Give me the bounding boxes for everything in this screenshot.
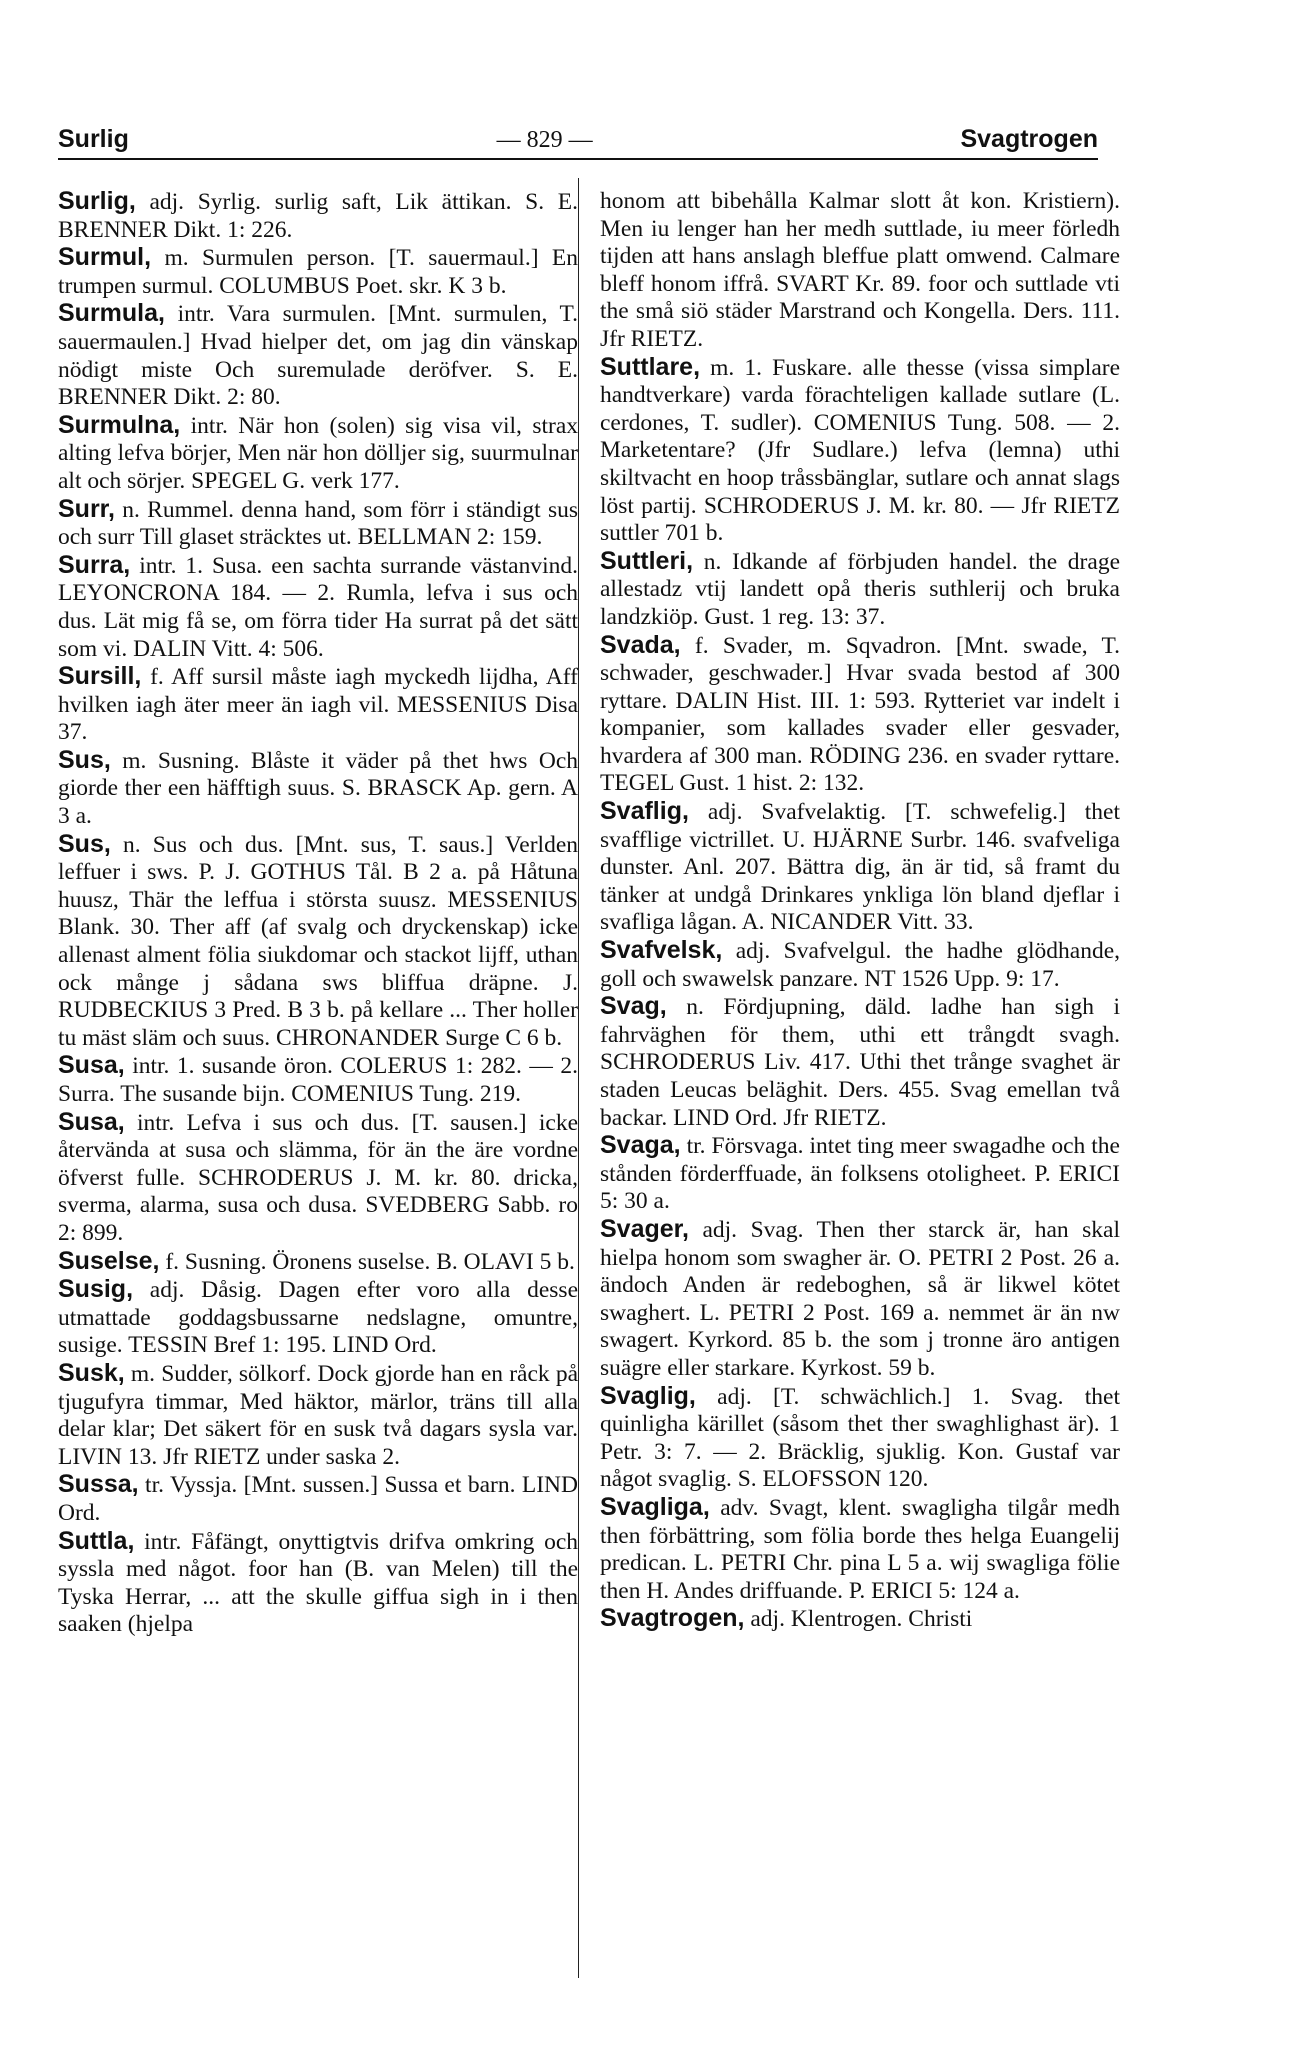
entry-headword: Surlig, xyxy=(58,187,136,215)
dictionary-entry xyxy=(600,1605,1120,1634)
dictionary-entry xyxy=(58,1528,578,1639)
entry-headword: Svada, xyxy=(600,630,681,659)
entry-definition: intr. 1. Susa. een sachta surrande västanvind. LEYONCRONA 184. — 2. Rumla, lefva i sus och dus. Lät mig få se, om förra tider Ha surrat på det sätt som vi. DALIN Vitt. 4: 506. xyxy=(58,552,579,662)
dictionary-entry xyxy=(58,412,578,496)
entry-definition: n. Rummel. denna hand, som förr i ständigt sus och surr Till glaset sträcktes ut. BELLMAN 2: 159. xyxy=(58,496,578,551)
page-number: — 829 — xyxy=(496,127,593,153)
entry-definition: f. Aff sursil måste iagh myckedh lijdha, Aff hvilken iagh äter meer än iagh vil. MESSENIUS Disa 37. xyxy=(58,664,579,746)
entry-definition: m. Sudder, sölkorf. Dock gjorde han en råck på tjugufyra timmar, Med häktor, märlor, träns till alla delar klar; Det säkert för en susk två dagars sysla var. LIVIN 13. Jfr RIETZ under saska 2. xyxy=(58,1360,579,1470)
entry-definition: adj. Svafvelaktig. [T. schwefelig.] thet svafflige victrillet. U. HJÄRNE Surbr. 146. svafveliga dunster. Anl. 207. Bättra dig, än är tid, så framt du tänker at undgå Drinkares ynkliga lön bland djeflar i svafliga lågan. A. NICANDER Vitt. 33. xyxy=(600,799,1121,936)
entry-headword: Surmulna, xyxy=(58,410,181,439)
entry-headword: Sursill, xyxy=(58,662,142,691)
entry-definition: m. Surmulen person. [T. sauermaul.] En trumpen surmul. COLUMBUS Poet. skr. K 3 b. xyxy=(58,245,578,299)
dictionary-entry xyxy=(600,1494,1120,1605)
right-column xyxy=(600,188,1120,1634)
dictionary-entry xyxy=(58,663,578,747)
left-guide-word: Surlig xyxy=(58,125,129,153)
right-guide-word: Svagtrogen xyxy=(960,125,1098,153)
entry-headword: Suttla, xyxy=(58,1526,135,1555)
entry-definition: intr. Vara surmulen. [Mnt. surmulen, T. sauermaulen.] Hvad hielper det, om jag din vänskap nödigt miste Och suremulade deröfver. S. E. BRENNER Dikt. 2: 80. xyxy=(58,301,578,411)
entry-headword: Susa, xyxy=(58,1051,125,1080)
dictionary-entry xyxy=(58,188,578,244)
entry-definition: intr. Lefva i sus och dus. [T. sausen.] icke återvända at susa och slämma, för än the äre vordne öfverst fulle. SCHRODERUS J. M. kr. 80. dricka, sverma, alarma, susa och dusa. SVEDBERG Sabb. ro 2: 899. xyxy=(58,1109,579,1246)
entry-definition: intr. Fåfängt, onyttigtvis drifva omkring och syssla med något. foor han (B. van Melen) till the Tyska Herrar, ... att the skulle giffua sigh in i then saaken (hjelpa xyxy=(58,1528,578,1638)
dictionary-entry xyxy=(600,188,1120,354)
entry-headword: Surra, xyxy=(58,550,131,579)
entry-definition: adj. Klentrogen. Christi xyxy=(750,1606,973,1633)
entry-headword: Surmula, xyxy=(58,299,165,328)
entry-headword: Svagliga, xyxy=(600,1492,710,1521)
dictionary-entry xyxy=(600,354,1120,548)
dictionary-entry xyxy=(600,798,1120,937)
entry-headword: Suttlare, xyxy=(600,352,701,381)
entry-definition: adv. Svagt, klent. swagligha tilgår medh then förbättring, som fölia borde thes helga Euangelij predican. L. PETRI Chr. pina L 5 a. wij swagliga fölie then H. Andes driffuande. P. ERICI 5: 124 a. xyxy=(600,1494,1120,1604)
dictionary-entry xyxy=(58,747,578,831)
entry-headword: Suselse, xyxy=(58,1246,160,1275)
entry-headword: Surr, xyxy=(58,494,115,523)
dictionary-entry xyxy=(58,1276,578,1360)
dictionary-entry xyxy=(58,1052,578,1108)
entry-headword: Susk, xyxy=(58,1358,125,1387)
entry-definition: tr. Försvaga. intet ting meer swagadhe och the stånden förderffuade, än folksens otoligheet. P. ERICI 5: 30 a. xyxy=(600,1133,1120,1215)
entry-headword: Sussa, xyxy=(58,1470,139,1499)
entry-definition: f. Susning. Öronens suselse. B. OLAVI 5 b. xyxy=(165,1248,575,1275)
dictionary-entry xyxy=(600,1216,1120,1383)
entry-definition: intr. 1. susande öron. COLERUS 1: 282. — 2. Surra. The susande bijn. COMENIUS Tung. 219. xyxy=(58,1053,578,1107)
entry-headword: Svaglig, xyxy=(600,1381,696,1410)
entry-definition: adj. Svafvelgul. the hadhe glödhande, goll och swawelsk panzare. NT 1526 Upp. 9: 17. xyxy=(600,938,1121,992)
dictionary-entry xyxy=(58,496,578,552)
entry-headword: Susa, xyxy=(58,1107,125,1136)
left-column xyxy=(58,188,578,1639)
entry-headword: Surmul, xyxy=(58,243,152,272)
entry-definition: n. Idkande af förbjuden handel. the drage allestadz vtij landett opå theris suthlerij och bruka landzkiöp. Gust. 1 reg. 13: 37. xyxy=(600,548,1120,630)
column-divider xyxy=(578,178,579,1978)
entry-definition: n. Sus och dus. [Mnt. sus, T. saus.] Verlden leffuer i sws. P. J. GOTHUS Tål. B 2 a. på Håtuna huusz, Thär the leffua i största suusz. MESSENIUS Blank. 30. Ther aff (af svalg och dryckenskap) icke allenast alment fölia siukdomar och stackot lijff, uthan ock månge j sådana sws bliffua dräpne. J. RUDBECKIUS 3 Pred. B 3 b. på kellare ... Ther holler tu mäst släm och suus. CHRONANDER Surge C 6 b. xyxy=(58,831,578,1051)
entry-headword: Sus, xyxy=(58,745,111,774)
entry-definition: f. Svader, m. Sqvadron. [Mnt. swade, T. schwader, geschwader.] Hvar svada bestod af 300 ryttare. DALIN Hist. III. 1: 593. Rytteriet var indelt i kompanier, som kallades svader eller gesvader, hvardera af 300 man. RÖDING 236. en svader ryttare. TEGEL Gust. 1 hist. 2: 132. xyxy=(600,632,1120,797)
dictionary-entry xyxy=(600,548,1120,632)
entry-definition: m. 1. Fuskare. alle thesse (vissa simplare handtverkare) varda förachteligen kallade sutlare (L. cerdones, T. sudler). COMENIUS Tung. 508. — 2. Marketentare? (Jfr Sudlare.) lefva (lemna) uthi skiltvacht en hoop tråssbänglar, sutlare och annat slags löst partij. SCHRODERUS J. M. kr. 80. — Jfr RIETZ suttler 701 b. xyxy=(600,354,1121,547)
dictionary-entry xyxy=(58,1109,578,1248)
dictionary-entry xyxy=(58,1471,578,1527)
entry-definition: adj. Syrlig. surlig saft, Lik ättikan. S. E. BRENNER Dikt. 1: 226. xyxy=(58,189,578,243)
entry-headword: Susig, xyxy=(58,1275,134,1304)
dictionary-entry xyxy=(58,244,578,300)
entry-headword: Svaflig, xyxy=(600,797,689,826)
entry-headword: Suttleri, xyxy=(600,546,694,575)
dictionary-entry xyxy=(58,300,578,411)
entry-definition: tr. Vyssja. [Mnt. sussen.] Sussa et barn. LIND Ord. xyxy=(58,1472,578,1526)
entry-definition: adj. [T. schwächlich.] 1. Svag. thet quinligha kärillet (såsom thet ther swaghlighast är). 1 Petr. 3: 7. — 2. Bräcklig, sjuklig. Kon. Gustaf var något svaglig. S. ELOFSSON 120. xyxy=(600,1383,1121,1493)
dictionary-entry xyxy=(58,1248,578,1277)
entry-definition: honom att bibehålla Kalmar slott åt kon. Kristiern). Men iu lenger han her medh suttlade, iu meer förledh tijden att hans anslagh bleffue platt omwend. Calmare bleff honom iffrå. SVART Kr. 89. foor och suttlade vti the små siö städer Marstrand och Kongella. Ders. 111. Jfr RIETZ. xyxy=(600,188,1120,352)
entry-headword: Svafvelsk, xyxy=(600,936,723,965)
dictionary-entry xyxy=(600,1132,1120,1216)
dictionary-entry xyxy=(600,937,1120,993)
entry-definition: adj. Dåsig. Dagen efter voro alla desse utmattade goddagsbussarne nedslagne, omuntre, susige. TESSIN Bref 1: 195. LIND Ord. xyxy=(58,1277,578,1359)
page-header xyxy=(58,114,1098,160)
entry-definition: adj. Svag. Then ther starck är, han skal hielpa honom som swagher är. O. PETRI 2 Post. 26 a. ändoch Anden är redeboghen, så är likwel kötet swaghert. L. PETRI 2 Post. 169 a. nemmet är än nw swagert. Kyrkord. 85 b. the som j tronne äro antigen suägre eller starkare. Kyrkost. 59 b. xyxy=(600,1216,1120,1381)
dictionary-entry xyxy=(58,831,578,1053)
entry-headword: Sus, xyxy=(58,829,111,858)
dictionary-entry xyxy=(58,1360,578,1471)
dictionary-entry xyxy=(600,632,1120,799)
entry-headword: Svagtrogen, xyxy=(600,1604,745,1633)
entry-definition: m. Susning. Blåste it väder på thet hws Och giorde ther een häfftigh suus. S. BRASCK Ap. gern. A 3 a. xyxy=(58,747,578,830)
entry-headword: Svaga, xyxy=(600,1131,681,1160)
entry-definition: n. Fördjupning, däld. ladhe han sigh i fahrväghen för them, uthi ett trångdt svagh. SCHRODERUS Liv. 417. Uthi thet trånge svaghet är staden Leucas beläghit. Ders. 455. Svag emellan två backar. LIND Ord. Jfr RIETZ. xyxy=(600,994,1121,1131)
entry-headword: Svager, xyxy=(600,1214,689,1243)
entry-definition: intr. När hon (solen) sig visa vil, strax alting lefva börjer, Men när hon dölljer sig, suurmulnar alt och sörjer. SPEGEL G. verk 177. xyxy=(58,412,579,494)
dictionary-entry xyxy=(600,1383,1120,1494)
dictionary-entry xyxy=(58,552,578,663)
dictionary-entry xyxy=(600,993,1120,1132)
entry-headword: Svag, xyxy=(600,992,667,1021)
